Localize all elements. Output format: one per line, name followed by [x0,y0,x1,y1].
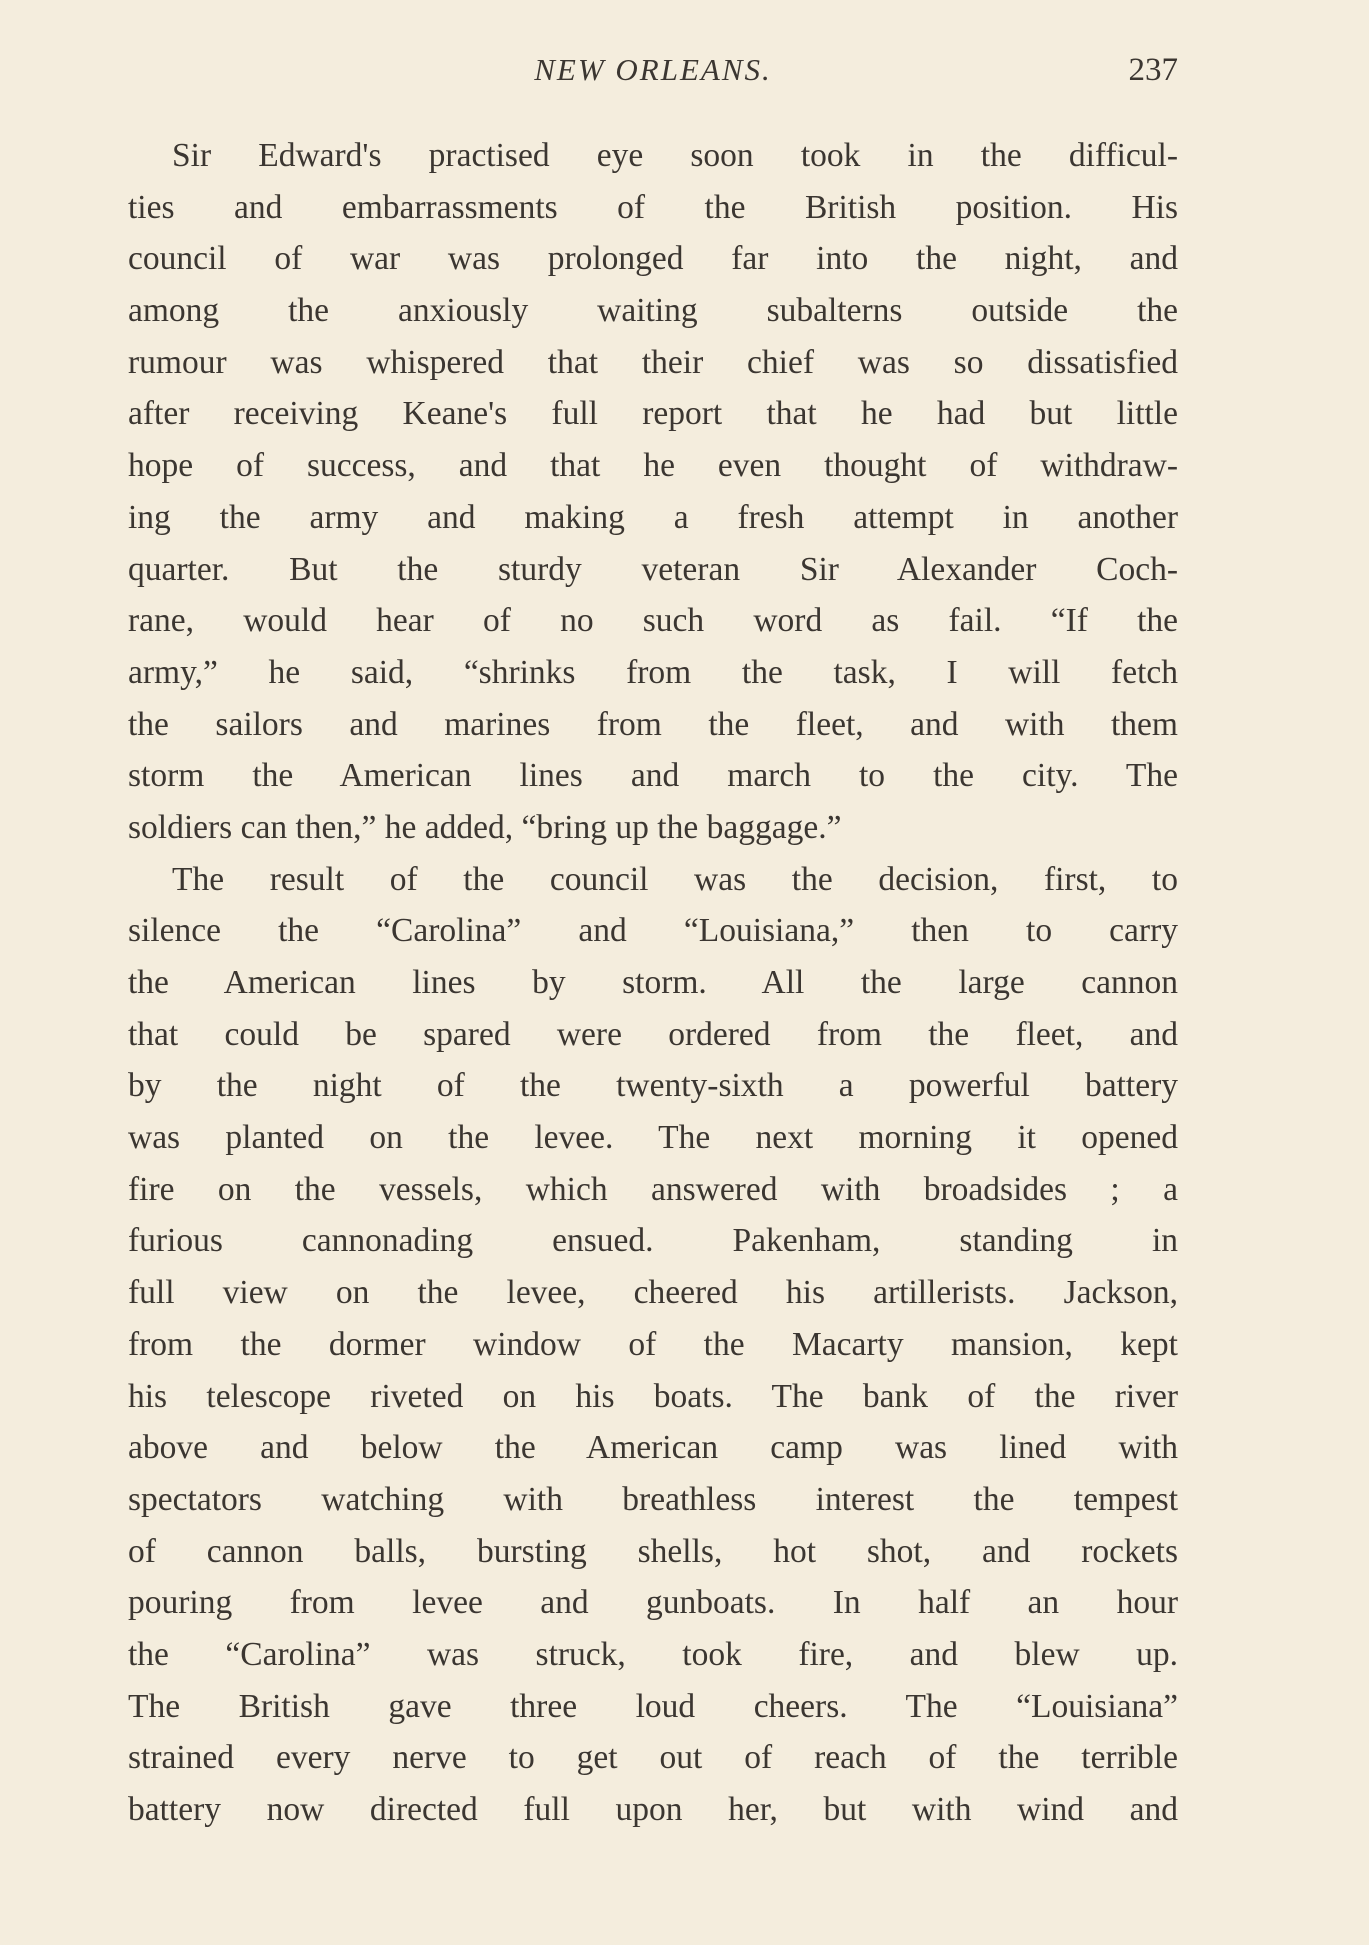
text-line: was planted on the levee. The next morning it opened [128,1119,1178,1157]
text-line: rane, would hear of no such word as fail. “If the [128,602,1178,640]
text-line: fire on the vessels, which answered with broadsides ; a [128,1170,1178,1208]
text-line: by the night of the twenty-sixth a powerful battery [128,1067,1178,1105]
text-line: council of war was prolonged far into the night, and [128,240,1178,278]
text-line: storm the American lines and march to the city. The [128,757,1178,795]
text-line: ties and embarrassments of the British position. His [128,188,1178,226]
body-text [128,130,1178,1836]
text-line: army,” he said, “shrinks from the task, I will fetch [128,653,1178,691]
text-line: above and below the American camp was lined with [128,1429,1178,1467]
text-line: spectators watching with breathless interest the tempest [128,1480,1178,1518]
text-line: battery now directed full upon her, but with wind and [128,1791,1178,1828]
text-line: that could be spared were ordered from the fleet, and [128,1015,1178,1053]
text-line: after receiving Keane's full report that he had but little [128,395,1178,433]
page-number: 237 [1128,52,1178,88]
text-line: the American lines by storm. All the large cannon [128,964,1178,1001]
text-line: of cannon balls, bursting shells, hot shot, and rockets [128,1532,1178,1570]
text-line: the sailors and marines from the fleet, and with them [128,705,1178,743]
text-line: strained every nerve to get out of reach of the terrible [128,1739,1178,1777]
text-line: among the anxiously waiting subalterns outside the [128,292,1178,330]
text-line: quarter. But the sturdy veteran Sir Alexander Coch- [128,550,1178,588]
text-line: Sir Edward's practised eye soon took in the difficul- [172,137,1178,174]
text-line: ing the army and making a fresh attempt in another [128,498,1178,536]
text-line: silence the “Carolina” and “Louisiana,” then to carry [128,912,1178,950]
text-line: furious cannonading ensued. Pakenham, standing in [128,1222,1178,1260]
text-line: soldiers can then,” he added, “bring up the baggage.” [128,808,842,846]
text-line: from the dormer window of the Macarty mansion, kept [128,1325,1178,1363]
text-line: The British gave three loud cheers. The “Louisiana” [128,1687,1178,1725]
text-line: rumour was whispered that their chief was so dissatisfied [128,343,1178,381]
text-line: pouring from levee and gunboats. In half an hour [128,1584,1178,1622]
running-title: NEW ORLEANS. [534,52,772,87]
text-line: his telescope riveted on his boats. The bank of the river [128,1377,1178,1415]
text-line: The result of the council was the decision, first, to [172,860,1178,898]
text-line: full view on the levee, cheered his artillerists. Jackson, [128,1274,1178,1312]
page-header [128,52,1178,96]
text-line: hope of success, and that he even thought of withdraw- [128,447,1178,485]
text-line: the “Carolina” was struck, took fire, and blew up. [128,1635,1178,1673]
